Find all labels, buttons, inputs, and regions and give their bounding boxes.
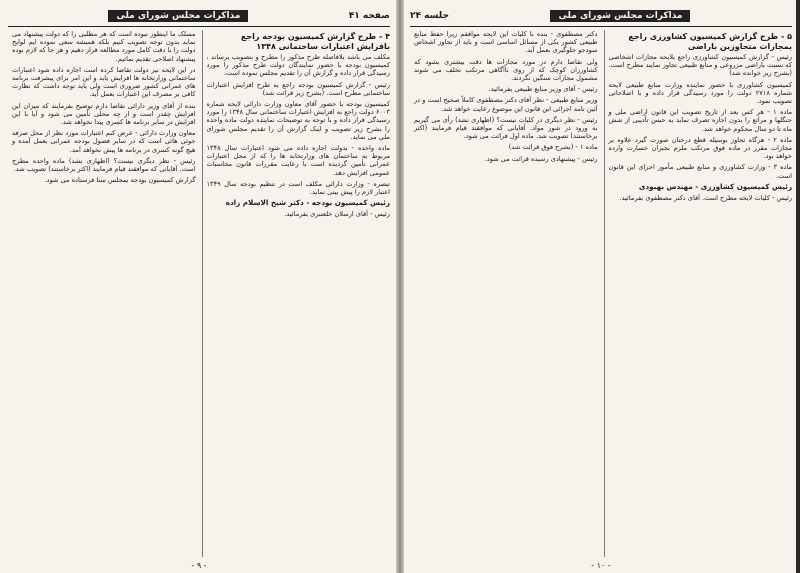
signature-line: رئیس کمیسیون کشاورزی - مهندس بهبودی (638, 181, 792, 191)
paragraph: رئیس - گزارش کمیسیون کشاورزی راجع بلایحه مجازات اشخاصی که نسبت باراضی مزروعی و منابع طبیعی تجاوز نمایند مطرح است. (بشرح زیر خوانده شد) (608, 53, 792, 78)
left-page-footer: - ۹ - (191, 561, 207, 570)
right-page-column-left (410, 30, 598, 557)
left-running-title: مذاکرات مجلس شورای ملی (108, 10, 248, 22)
paragraph: تبصره - وزارت دارائی مکلف است در تنظیم بودجه سال ۱۳۴۹ اعتبار لازم را پیش بینی نماید. (206, 179, 390, 197)
paragraph: دکتر مصطفوی - بنده با کلیات این لایحه موافقم زیرا حفظ منابع طبیعی کشور یکی از مسائل اساسی است و باید از تجاوز اشخاص سودجو جلوگیری بعمل آید. (414, 30, 598, 55)
paragraph: ولی تقاضا دارم در مورد مجازات ها دقت بیشتری بشود که کشاورزان کوچک که از روی ناآگاهی مرتکب تخلف می شوند مشمول مجازات سنگین نگردند. (414, 57, 598, 83)
right-page-footer: - ۱۰ - (591, 561, 611, 570)
left-page (0, 0, 398, 573)
paragraph: مکلف می باشد بلافاصله طرح مذکور را مطرح و بتصویب برساند ، کمیسیون بودجه با حضور نمایندگان دولت طرح مذکور را مورد رسیدگی قرار داده و گزارش آن را تقدیم مجلس نموده است. (206, 53, 390, 78)
paragraph: رئیس - نظر دیگری در کلیات نیست؟ (اظهاری نشد) رأی می گیریم به ورود در شور مواد. آقایانی که موافقند قیام فرمایند (اکثر برخاستند) تصویب شد. ماده اول قرائت می شود. (414, 115, 598, 141)
left-page-columns (8, 30, 390, 557)
paragraph: رئیس - کلیات لایحه مطرح است. آقای دکتر مصطفوی بفرمائید. (619, 194, 792, 203)
right-page-columns (410, 30, 792, 557)
left-page-number: صفحه ۴۱ (348, 11, 390, 21)
paragraph: رئیس - پیشنهادی رسیده قرائت می شود. (484, 154, 598, 163)
paragraph: ماده ۱ - هر کس بعد از تاریخ تصویب این قانون اراضی ملی و جنگلها و مراتع را بدون اجازه تصرف نماید به حبس تأدیبی از شش ماه تا دو سال محکوم خواهد شد. (608, 108, 792, 133)
paragraph: رئیس - آقای ارسلان خلعتبری بفرمائید. (284, 210, 390, 219)
right-page-column-right (604, 30, 793, 557)
right-page-number: جلسه ۲۴ (410, 11, 449, 21)
left-page-header (8, 6, 390, 27)
right-page-header (410, 6, 792, 27)
right-page (402, 0, 800, 573)
left-page-column-left (8, 30, 196, 557)
paragraph: وزیر منابع طبیعی - نظر آقای دکتر مصطفوی کاملاً صحیح است و در آئین نامه اجرائی این قانون این موضوع رعایت خواهد شد. (414, 96, 598, 113)
paragraph: گزارش کمیسیون بودجه بمجلس سنا فرستاده می شود. (44, 176, 196, 185)
paragraph: مسلک ما اینطور نبوده است که هر مطلبی را که دولت پیشنهاد می نماید بدون توجه تصویب کنیم بلکه همیشه سعی نموده ایم لوایح دولت را با دقت کامل مورد مطالعه قرار دهیم و هر جا که لازم بوده پیشنهاد اصلاحی تقدیم نمائیم. (12, 30, 196, 63)
paragraph: ماده ۲ - هرگاه تجاوز بوسیله قطع درختان صورت گیرد علاوه بر مجازات مقرر در ماده فوق مرتکب ملزم بجبران خسارت وارده خواهد بود. (608, 135, 792, 161)
paragraph: رئیس - نظر دیگری نیست؟ (اظهاری نشد) ماده واحده مطرح است. آقایانی که موافقند قیام فرمایند (اکثر برخاستند) تصویب شد. (12, 156, 196, 174)
paragraph: در این لایحه نیز دولت تقاضا کرده است اجازه داده شود اعتبارات ساختمانی وزارتخانه ها افزایش یابد و این امر برای پیشرفت برنامه های عمرانی کشور ضروری است ولی باید توجه داشت که نظارت کافی بر مصرف این اعتبارات بعمل آید. (12, 65, 196, 99)
signature-line: رئیس کمیسیون بودجه - دکتر شیخ الاسلام زاده (225, 198, 390, 208)
right-running-title: مذاکرات مجلس شورای ملی (550, 10, 690, 22)
paragraph: کمیسیون کشاورزی با حضور نماینده وزارت منابع طبیعی لایحه شماره ۲۷۱۸ دولت را مورد رسیدگی قرار داده و با اصلاحاتی تصویب نمود. (608, 80, 792, 106)
paragraph: رئیس - آقای وزیر منابع طبیعی بفرمائید. (488, 85, 598, 94)
left-page-column-right (202, 30, 391, 557)
paragraph: ماده واحده - بدولت اجازه داده می شود اعتبارات سال ۱۳۴۸ مربوط به ساختمان های وزارتخانه ها را که از محل اعتبارات عمرانی تأمین گردیده است با رعایت مقررات قانون محاسبات عمومی افزایش دهد. (206, 144, 390, 177)
paragraph: معاون وزارت دارائی - عرض کنم اعتبارات مورد نظر از محل صرفه جوئی هائی است که در سایر فصول بودجه عمرانی بعمل آمده و هیچ گونه کسری در برنامه ها پیش نخواهد آمد. (12, 129, 196, 154)
paragraph: ماده ۱ - (بشرح فوق قرائت شد) (508, 143, 598, 152)
paragraph: بنده از آقای وزیر دارائی تقاضا دارم توضیح بفرمایند که میزان این افزایش چقدر است و از چه محلی تأمین می شود و آیا با این افزایش در سایر برنامه ها کسری پیدا نخواهد شد. (12, 101, 196, 127)
section-heading: ۴ - طرح گزارش کمیسیون بودجه راجع بافزایش اعتبارات ساختمانی ۱۳۴۸ (240, 32, 390, 51)
section-heading: ۵ - طرح گزارش کمیسیون کشاورزی راجع بمجازات متجاوزین باراضی (628, 32, 792, 51)
paragraph: ماده ۳ - وزارت کشاورزی و منابع طبیعی مأمور اجرای این قانون است. (608, 163, 792, 180)
paragraph: کمیسیون بودجه با حضور آقای معاون وزارت دارائی لایحه شماره ۶۰۰۳ دولت راجع به افزایش اعتبارات ساختمانی سال ۱۳۴۸ را مورد رسیدگی قرار داده و با توجه به توضیحات نماینده دولت ماده واحده را بشرح زیر تصویب و اینک گزارش آن را تقدیم مجلس شورای ملی می نماید. (206, 100, 390, 141)
scan-edge (796, 0, 800, 573)
paragraph: رئیس - گزارش کمیسیون بودجه راجع به طرح افزایش اعتبارات ساختمانی مطرح است. (بشرح زیر قرائت شد) (206, 80, 390, 97)
